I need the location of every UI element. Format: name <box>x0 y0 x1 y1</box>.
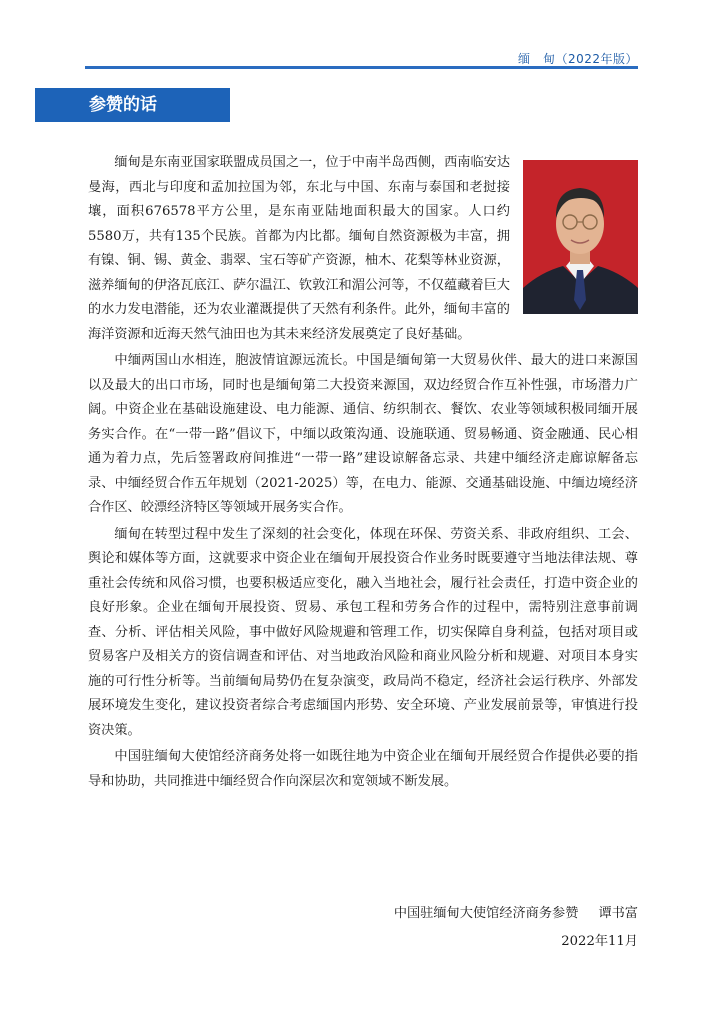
signature-organization: 中国驻缅甸大使馆经济商务参赞 <box>393 906 579 921</box>
paragraph-2: 中缅两国山水相连，胞波情谊源远流长。中国是缅甸第一大贸易伙伴、最大的进口来源国以及最大的出口市场，同时也是缅甸第二大投资来源国，双边经贸合作互补性强，市场潜力广阔。中资企业在基础设施建设、电力能源、通信、纺织制衣、餐饮、农业等领域积极同缅开展务实合作。在“一带一路”倡议下，中缅以政策沟通、设施联通、贸易畅通、资金融通、民心相通为着力点，先后签署政府间推进“一带一路”建设谅解备忘录、共建中缅经济走廊谅解备忘录、中缅经贸合作五年规划（2021-2025）等，在电力、能源、交通基础设施、中缅边境经济合作区、皎漂经济特区等领域开展务实合作。 <box>88 353 638 515</box>
running-header: 缅 甸（2022年版） <box>517 52 638 66</box>
signature-line <box>394 902 638 921</box>
paragraph-4: 中国驻缅甸大使馆经济商务处将一如既往地为中资企业在缅甸开展经贸合作提供必要的指导和协助，共同推进中缅经贸合作向深层次和宽领域不断发展。 <box>88 749 638 789</box>
header-divider <box>85 66 638 69</box>
signature-date: 2022年11月 <box>561 934 638 949</box>
paragraph-1: 缅甸是东南亚国家联盟成员国之一，位于中南半岛西侧，西南临安达曼海，西北与印度和孟加拉国为邻，东北与中国、东南与泰国和老挝接壤，面积676578平方公里，是东南亚陆地面积最大的国家。人口约5580万，共有135个民族。首都为内比都。缅甸自然资源极为丰富，拥有镍、铜、锡、黄金、翡翠、宝石等矿产资源，柚木、花梨等林业资源，滋养缅甸的伊洛瓦底江、萨尔温江、钦敦江和湄公河等，不仅蕴藏着巨大的水力发电潜能，还为农业灌溉提供了天然有利条件。此外，缅甸丰富的海洋资源和近海天然气油田也为其未来经济发展奠定了良好基础。 <box>88 155 511 342</box>
portrait-spacer <box>510 151 638 323</box>
section-title: 参赞的话 <box>35 88 230 122</box>
signature-name: 谭书富 <box>598 906 638 921</box>
foreword-body <box>88 151 638 796</box>
paragraph-3: 缅甸在转型过程中发生了深刻的社会变化，体现在环保、劳资关系、非政府组织、工会、舆论和媒体等方面，这就要求中资企业在缅甸开展投资合作业务时既要遵守当地法律法规、尊重社会传统和风俗习惯，也要积极适应变化，融入当地社会，履行社会责任，打造中资企业的良好形象。企业在缅甸开展投资、贸易、承包工程和劳务合作的过程中，需特别注意事前调查、分析、评估相关风险，事中做好风险规避和管理工作，切实保障自身利益，包括对项目或贸易客户及相关方的资信调查和评估、对当地政治风险和商业风险分析和规避、对项目本身实施的可行性分析等。当前缅甸局势仍在复杂演变，政局尚不稳定，经济社会运行秩序、外部发展环境发生变化，建议投资者综合考虑缅国内形势、安全环境、产业发展前景等，审慎进行投资决策。 <box>88 526 638 738</box>
